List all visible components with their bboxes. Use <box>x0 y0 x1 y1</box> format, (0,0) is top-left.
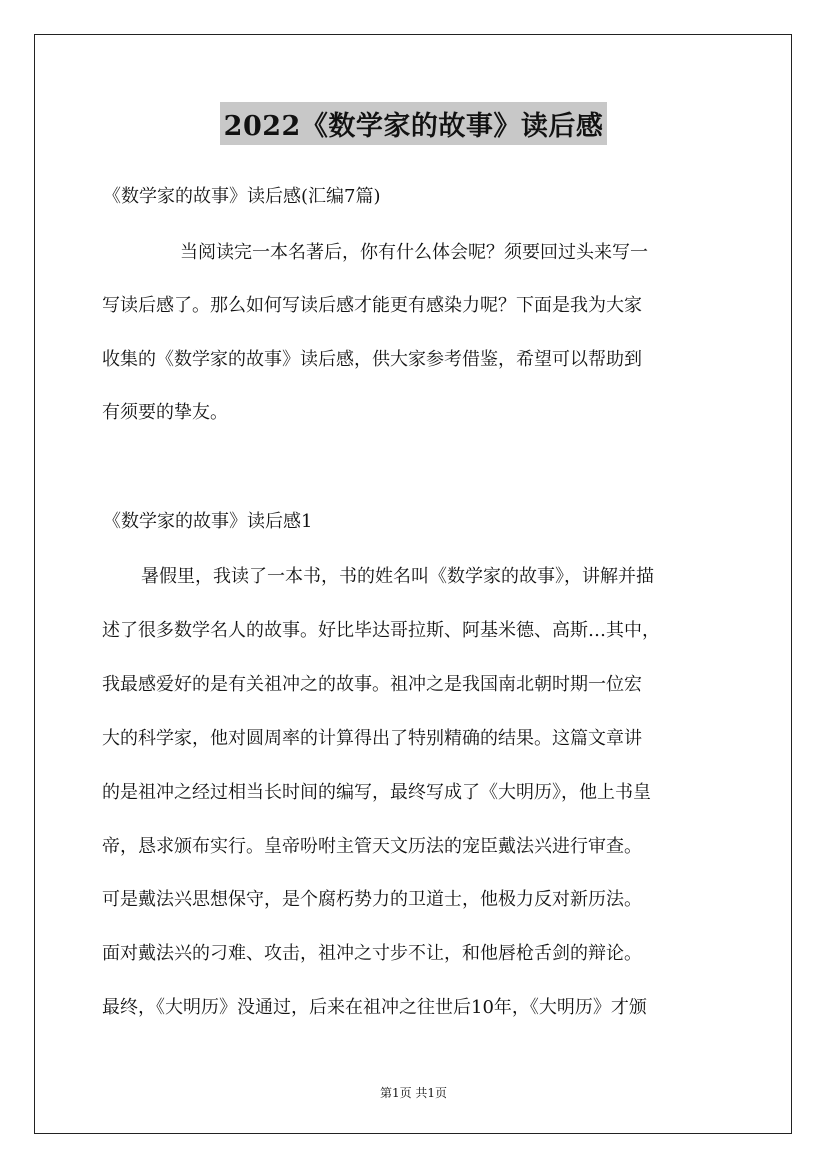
section-heading: 《数学家的故事》读后感1 <box>103 511 313 532</box>
intro-line: 有须要的挚友。 <box>102 402 228 423</box>
body-line: 面对戴法兴的刁难、攻击，祖冲之寸步不让，和他唇枪舌剑的辩论。 <box>102 943 642 964</box>
document-title: 2022《数学家的故事》读后感 <box>220 102 608 145</box>
intro-line: 写读后感了。那么如何写读后感才能更有感染力呢？下面是我为大家 <box>102 295 642 316</box>
body-line: 述了很多数学名人的故事。好比毕达哥拉斯、阿基米德、高斯…其中， <box>102 620 660 641</box>
page-footer: 第1页 共1页 <box>379 1086 448 1100</box>
body-line: 我最感爱好的是有关祖冲之的故事。祖冲之是我国南北朝时期一位宏 <box>102 674 642 695</box>
body-line: 暑假里，我读了一本书，书的姓名叫《数学家的故事》，讲解并描 <box>141 566 654 587</box>
body-line: 帝，恳求颁布实行。皇帝吩咐主管天文历法的宠臣戴法兴进行审查。 <box>102 836 642 857</box>
body-line: 大的科学家，他对圆周率的计算得出了特别精确的结果。这篇文章讲 <box>102 728 642 749</box>
intro-line: 收集的《数学家的故事》读后感，供大家参考借鉴，希望可以帮助到 <box>102 349 642 370</box>
body-line: 最终，《大明历》没通过，后来在祖冲之往世后10年，《大明历》才颁 <box>102 997 647 1018</box>
intro-line: 当阅读完一本名著后，你有什么体会呢？须要回过头来写一 <box>180 242 648 263</box>
body-line: 可是戴法兴思想保守，是个腐朽势力的卫道士，他极力反对新历法。 <box>102 889 642 910</box>
document-subtitle: 《数学家的故事》读后感(汇编7篇) <box>103 186 381 207</box>
title-container <box>0 102 827 145</box>
body-line: 的是祖冲之经过相当长时间的编写，最终写成了《大明历》，他上书皇 <box>102 782 651 803</box>
